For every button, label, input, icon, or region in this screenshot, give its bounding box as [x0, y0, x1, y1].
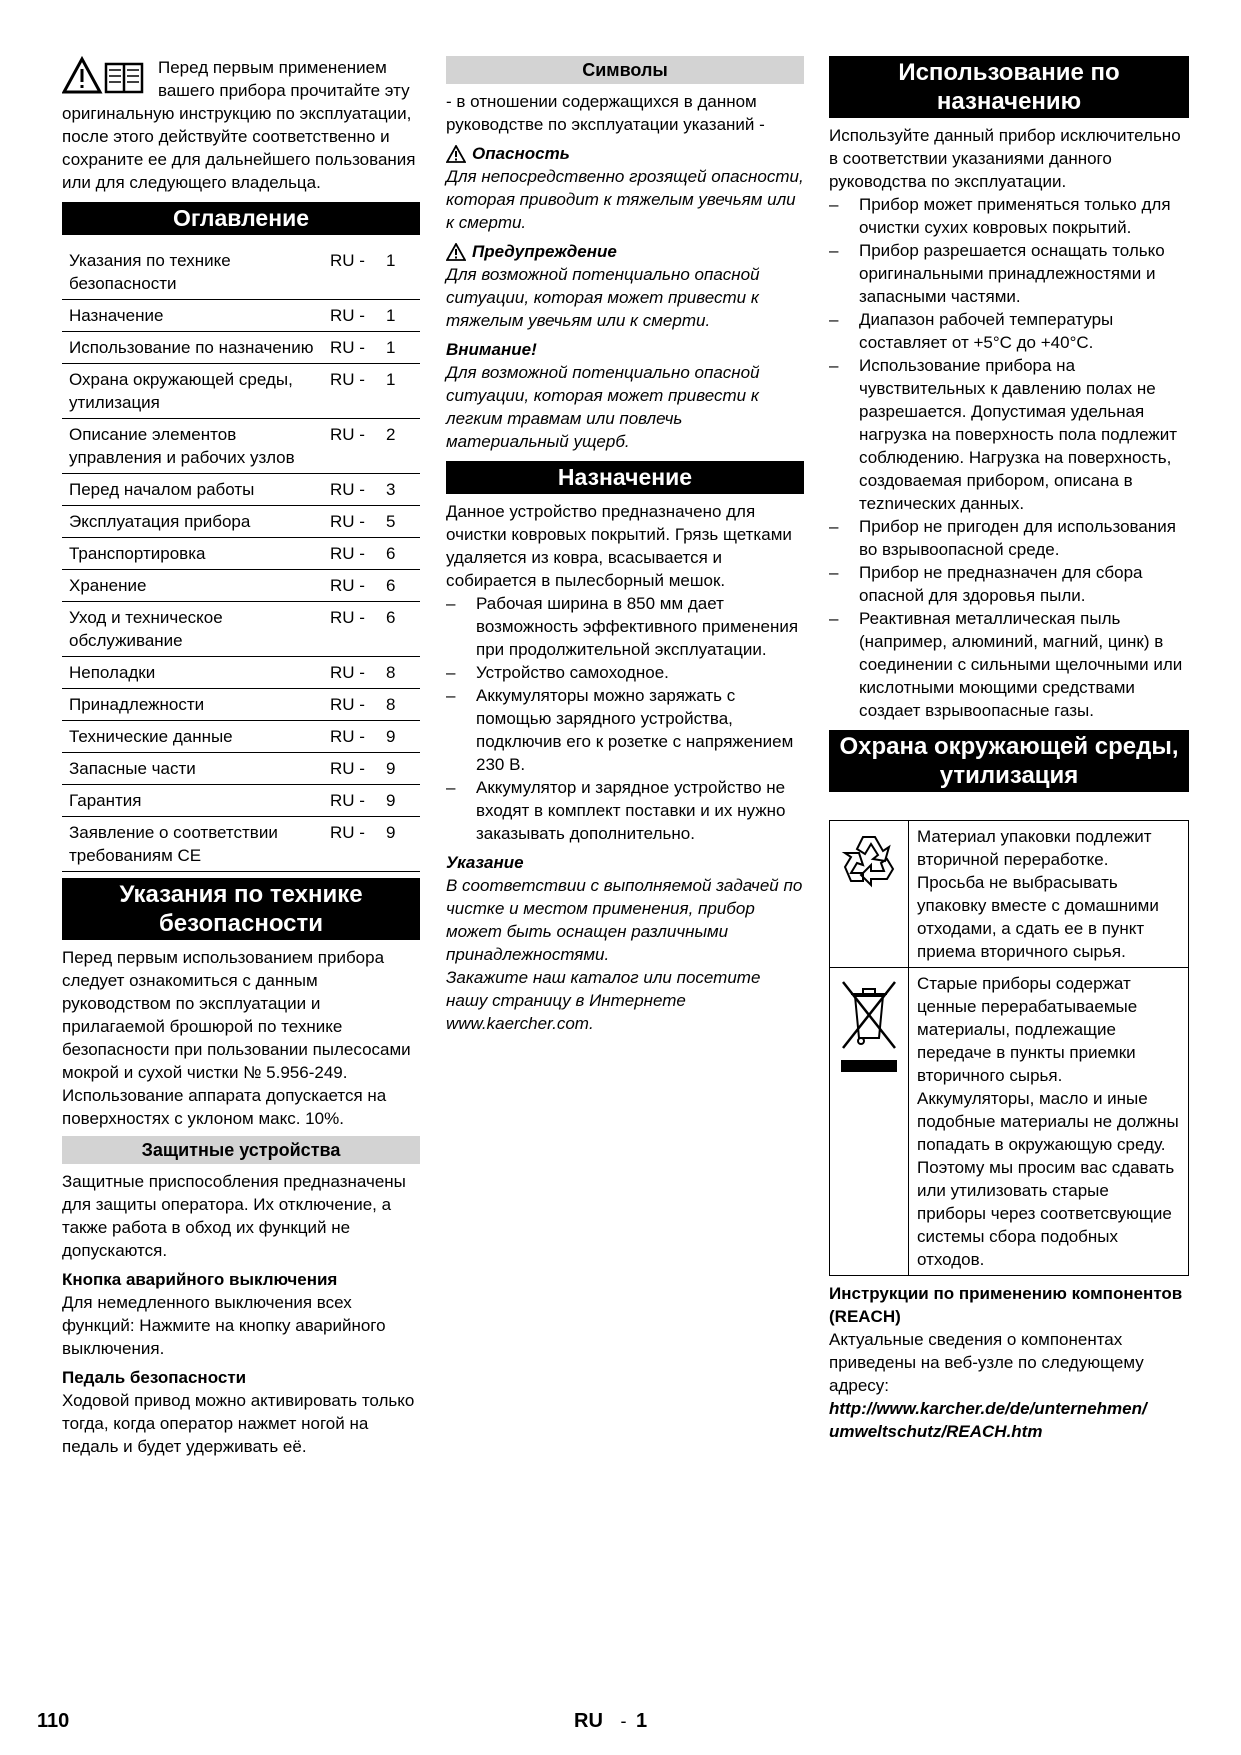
env-table — [829, 820, 1189, 1276]
toc-entry-page: 1 — [386, 332, 420, 364]
note-label: Указание — [446, 853, 524, 872]
table-row — [62, 657, 420, 689]
toc-entry-page: 1 — [386, 245, 420, 300]
intro-text: Перед первым применением вашего прибора прочитайте эту оригинальную инструкцию по эксплуатации, после этого действуйте соответственно и сохраните ее для дальнейшего пользования или для следующего владельца. — [62, 58, 416, 192]
safety-slope-paragraph: Использование аппарата допускается на поверхностях с уклоном макс. 10%. — [62, 1086, 387, 1128]
toc-entry-prefix: RU - — [330, 506, 386, 538]
table-row — [62, 817, 420, 872]
toc-entry-prefix: RU - — [330, 570, 386, 602]
recycle-text: Материал упаковки подлежит вторичной переработке. Просьба не выбрасывать упаковку вместе с домашними отходами, а сдать ее в пункт приема вторичного сырья. — [909, 821, 1189, 968]
list-item: – Использование прибора на чувствительных к давлению полах не разрешается. Допустимая удельная нагрузка на поверхность пола подлежит соблюдению. Нагрузка на поверхность, создоваемая прибором, описана в теznических данных. — [829, 354, 1189, 515]
footer-lang — [574, 1710, 647, 1733]
table-row — [62, 785, 420, 817]
toc-entry-title: Гарантия — [62, 785, 330, 817]
table-row — [62, 300, 420, 332]
symbols-heading: Символы — [446, 56, 804, 84]
warning-label-text: Предупреждение — [472, 242, 617, 261]
table-row — [830, 968, 1189, 1276]
toc-entry-prefix: RU - — [330, 538, 386, 570]
safety-paragraph: Перед первым использованием прибора следует ознакомиться с данным руководством по эксплуатации и прилагаемой брошюрой по технике безопасности при пользовании пылесосами мокрой и сухой чистки № 5.956-249. — [62, 948, 411, 1082]
list-item: – Прибор не пригоден для использования во взрывоопасной среде. — [829, 515, 1189, 561]
toc-entry-page: 3 — [386, 474, 420, 506]
toc-entry-page: 9 — [386, 785, 420, 817]
estop-paragraph: Для немедленного выключения всех функций: Нажмите на кнопку аварийного выключения. — [62, 1293, 386, 1358]
toc-entry-page: 5 — [386, 506, 420, 538]
toc-entry-page: 1 — [386, 364, 420, 419]
purpose-list — [446, 592, 804, 845]
table-row — [62, 419, 420, 474]
toc-entry-prefix: RU - — [330, 602, 386, 657]
note-text-catalog: Закажите наш каталог или посетите нашу страницу в Интернете www.kaercher.com. — [446, 968, 761, 1033]
table-row — [62, 753, 420, 785]
column-middle — [446, 56, 804, 1035]
estop-heading: Кнопка аварийного выключения — [62, 1270, 338, 1289]
toc-entry-prefix: RU - — [330, 419, 386, 474]
page-number: 110 — [37, 1710, 70, 1732]
safety-heading: Указания по технике безопасности — [62, 878, 420, 940]
toc-entry-title: Уход и техническое обслуживание — [62, 602, 330, 657]
caution-label: Внимание! — [446, 340, 537, 359]
pedal-paragraph: Ходовой привод можно активировать только тогда, когда оператор нажмет ногой на педаль и будет удерживать её. — [62, 1391, 415, 1456]
table-row — [62, 602, 420, 657]
table-row — [62, 474, 420, 506]
toc-entry-prefix: RU - — [330, 721, 386, 753]
toc-entry-title: Транспортировка — [62, 538, 330, 570]
list-item: – Прибор может применяться только для очистки сухих ковровых покрытий. — [829, 193, 1189, 239]
table-row — [62, 570, 420, 602]
table-row — [830, 821, 1189, 968]
toc-entry-title: Заявление о соответствии требованиям CE — [62, 817, 330, 872]
table-row — [62, 245, 420, 300]
toc-entry-title: Назначение — [62, 300, 330, 332]
use-paragraph: Используйте данный прибор исключительно в соответствии указаниями данного руководства по эксплуатации. — [829, 126, 1181, 191]
warning-triangle-icon — [446, 145, 466, 163]
list-item: – Прибор не предназначен для сбора опасной для здоровья пыли. — [829, 561, 1189, 607]
toc-entry-prefix: RU - — [330, 474, 386, 506]
danger-text: Для непосредственно грозящей опасности, которая приводит к тяжелым увечьям или к смерти. — [446, 167, 804, 232]
list-item: – Рабочая ширина в 850 мм дает возможность эффективного применения при продолжительной эксплуатации. — [446, 592, 804, 661]
table-row — [62, 721, 420, 753]
protect-heading: Защитные устройства — [62, 1136, 420, 1164]
toc-entry-title: Перед началом работы — [62, 474, 330, 506]
toc-heading: Оглавление — [62, 202, 420, 235]
footer-lang-code: RU — [574, 1710, 603, 1732]
list-item: – Прибор разрешается оснащать только оригинальными принадлежностями и запасными частями. — [829, 239, 1189, 308]
toc-entry-title: Запасные части — [62, 753, 330, 785]
list-item: – Устройство самоходное. — [446, 661, 804, 684]
toc-entry-prefix: RU - — [330, 817, 386, 872]
toc-entry-title: Хранение — [62, 570, 330, 602]
toc-entry-page: 9 — [386, 753, 420, 785]
list-item: – Диапазон рабочей температуры составляет от +5°C до +40°C. — [829, 308, 1189, 354]
warning-triangle-icon — [446, 243, 466, 261]
toc-entry-prefix: RU - — [330, 364, 386, 419]
table-row — [62, 332, 420, 364]
toc-entry-title: Описание элементов управления и рабочих узлов — [62, 419, 330, 474]
toc-entry-page: 9 — [386, 817, 420, 872]
toc-entry-page: 9 — [386, 721, 420, 753]
warning-manual-icon — [62, 56, 152, 96]
toc-entry-page: 8 — [386, 689, 420, 721]
toc-entry-title: Эксплуатация прибора — [62, 506, 330, 538]
table-row — [62, 689, 420, 721]
table-of-contents — [62, 245, 420, 872]
recycle-icon — [837, 827, 901, 891]
footer-sub-page: 1 — [636, 1710, 648, 1732]
toc-entry-title: Охрана окружающей среды, утилизация — [62, 364, 330, 419]
toc-entry-prefix: RU - — [330, 753, 386, 785]
weee-cell — [830, 968, 909, 1276]
toc-entry-title: Неполадки — [62, 657, 330, 689]
toc-entry-prefix: RU - — [330, 689, 386, 721]
purpose-paragraph: Данное устройство предназначено для очистки ковровых покрытий. Грязь щетками удаляется из ковра, всасывается и собирается в пылесборный мешок. — [446, 502, 792, 590]
use-list — [829, 193, 1189, 722]
use-heading: Использование по назначению — [829, 56, 1189, 118]
intro-icons — [62, 56, 152, 100]
toc-entry-title: Указания по технике безопасности — [62, 245, 330, 300]
list-item: – Реактивная металлическая пыль (например, алюминий, магний, цинк) в соединении с сильными щелочными или кислотными моющими средствами создает взрывоопасные газы. — [829, 607, 1189, 722]
table-row — [62, 538, 420, 570]
caution-text: Для возможной потенциально опасной ситуации, которая может привести к легким травмам или повлечь материальный ущерб. — [446, 363, 760, 451]
toc-entry-page: 1 — [386, 300, 420, 332]
toc-entry-page: 6 — [386, 602, 420, 657]
reach-heading: Инструкции по применению компонентов (REACH) — [829, 1284, 1183, 1326]
toc-entry-page: 2 — [386, 419, 420, 474]
footer-sep: - — [620, 1711, 627, 1731]
reach-link[interactable] — [829, 1397, 1189, 1443]
intro-block — [62, 56, 420, 194]
purpose-heading: Назначение — [446, 461, 804, 494]
crossed-bin-icon — [837, 974, 901, 1074]
note-text: В соответствии с выполняемой задачей по чистке и местом применения, прибор может быть оснащен различными принадлежностями. — [446, 876, 803, 964]
toc-entry-prefix: RU - — [330, 300, 386, 332]
toc-entry-prefix: RU - — [330, 657, 386, 689]
column-right — [829, 56, 1189, 1443]
recycle-cell — [830, 821, 909, 968]
toc-entry-prefix: RU - — [330, 785, 386, 817]
danger-label-text: Опасность — [472, 144, 570, 163]
column-left — [62, 56, 420, 1458]
toc-entry-page: 6 — [386, 570, 420, 602]
warning-label — [446, 240, 804, 263]
toc-entry-page: 8 — [386, 657, 420, 689]
toc-entry-prefix: RU - — [330, 245, 386, 300]
toc-entry-title: Технические данные — [62, 721, 330, 753]
toc-entry-prefix: RU - — [330, 332, 386, 364]
table-row — [62, 506, 420, 538]
weee-text: Старые приборы содержат ценные перерабатываемые материалы, подлежащие передаче в пункты приемки вторичного сырья. Аккумуляторы, масло и иные подобные материалы не должны попадать в окружающую среду. Поэтому мы просим вас сдавать или утилизовать старые приборы через соответсвующие системы сбора подобных отходов. — [909, 968, 1189, 1276]
reach-link-line-2[interactable]: umweltschutz/REACH.htm — [829, 1422, 1043, 1441]
reach-paragraph: Актуальные сведения о компонентах приведены на веб-узле по следующему адресу: — [829, 1330, 1144, 1395]
pedal-heading: Педаль безопасности — [62, 1368, 247, 1387]
protect-paragraph: Защитные приспособления предназначены для защиты оператора. Их отключение, а также работа в обход их функций не допускаются. — [62, 1172, 406, 1260]
toc-entry-title: Принадлежности — [62, 689, 330, 721]
list-item: – Аккумуляторы можно заряжать с помощью зарядного устройства, подключив его к розетке с напряжением 230 В. — [446, 684, 804, 776]
reach-link-line-1[interactable]: http://www.karcher.de/de/unternehmen/ — [829, 1399, 1147, 1418]
danger-label — [446, 142, 804, 165]
symbols-intro: - в отношении содержащихся в данном руководстве по эксплуатации указаний - — [446, 92, 765, 134]
toc-entry-title: Использование по назначению — [62, 332, 330, 364]
table-row — [62, 364, 420, 419]
list-item: – Аккумулятор и зарядное устройство не входят в комплект поставки и их нужно заказывать дополнительно. — [446, 776, 804, 845]
warning-text: Для возможной потенциально опасной ситуации, которая может привести к тяжелым увечьям или к смерти. — [446, 265, 760, 330]
env-heading: Охрана окружающей среды, утилизация — [829, 730, 1189, 792]
toc-entry-page: 6 — [386, 538, 420, 570]
